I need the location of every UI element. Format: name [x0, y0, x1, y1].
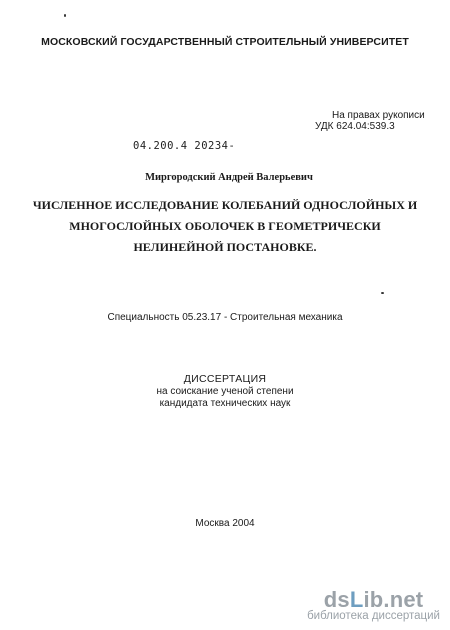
university-name: МОСКОВСКИЙ ГОСУДАРСТВЕННЫЙ СТРОИТЕЛЬНЫЙ УНИВЕРСИТЕТ — [41, 36, 409, 48]
title-line: МНОГОСЛОЙНЫХ ОБОЛОЧЕК В ГЕОМЕТРИЧЕСКИ — [69, 219, 381, 233]
specialty: Специальность 05.23.17 - Строительная механика — [107, 312, 343, 323]
degree-name: кандидата технических наук — [159, 398, 291, 409]
title-line: НЕЛИНЕЙНОЙ ПОСТАНОВКЕ. — [133, 240, 317, 254]
author-name: Миргородский Андрей Валерьевич — [145, 172, 313, 183]
logo-prefix: ds — [323, 587, 350, 612]
title-line: ЧИСЛЕННОЕ ИССЛЕДОВАНИЕ КОЛЕБАНИЙ ОДНОСЛОЙНЫХ И — [32, 198, 418, 212]
logo-suffix: ib.net — [363, 587, 424, 612]
manuscript-rights-note: На правах рукописи — [332, 110, 425, 121]
udk-code: УДК 624.04:539.3 — [315, 121, 395, 132]
degree-purpose: на соискание ученой степени — [156, 386, 294, 397]
scan-speck — [381, 292, 384, 294]
dissertation-title — [0, 195, 450, 258]
site-watermark — [307, 587, 440, 622]
logo-highlight: L — [349, 587, 364, 612]
document-type: ДИССЕРТАЦИЯ — [183, 373, 267, 385]
scan-speck — [64, 14, 66, 17]
city-year: Москва 2004 — [195, 518, 255, 529]
library-stamp-number: 04.200.4 20234- — [133, 140, 236, 152]
watermark-subtitle: библиотека диссертаций — [307, 610, 440, 622]
